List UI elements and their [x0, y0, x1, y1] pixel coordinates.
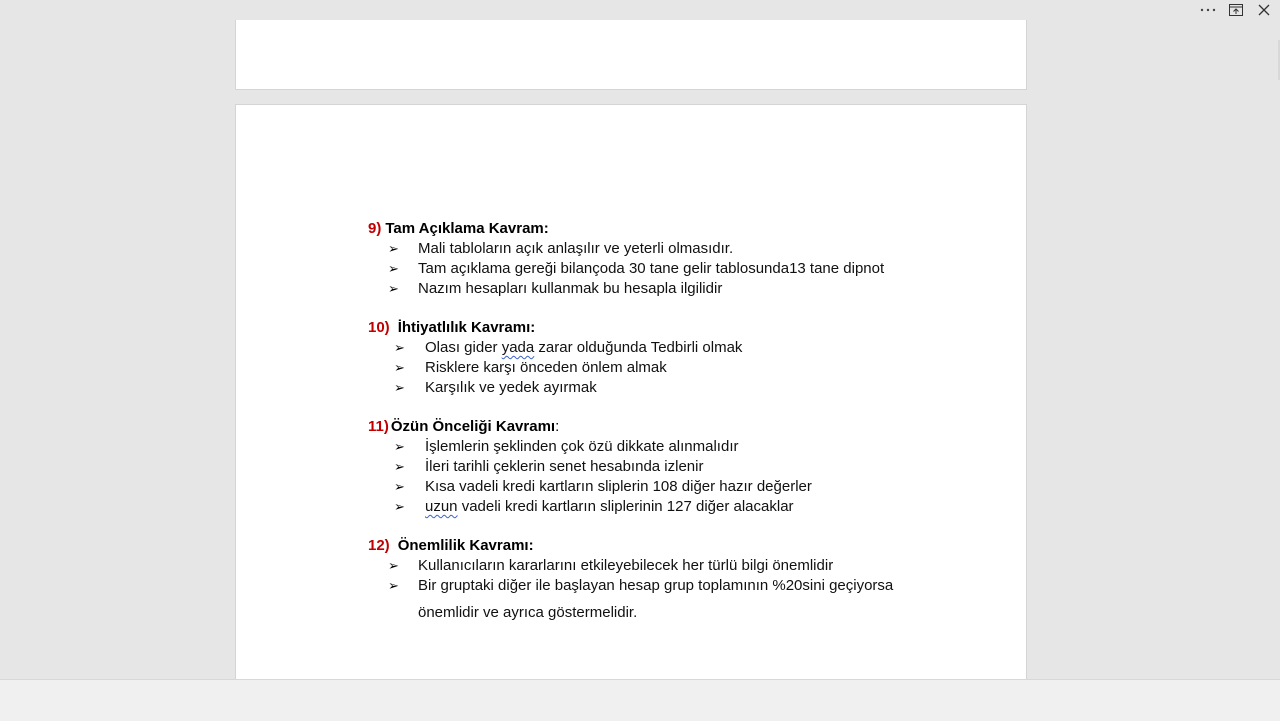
list-item [368, 497, 812, 517]
list-item-text: zarar olduğunda Tedbirli olmak [534, 339, 743, 356]
list-item-text: Kısa vadeli kredi kartların sliplerin 108 diğer hazır değerler [425, 478, 812, 495]
section-title: Önemlilik Kavramı: [397, 537, 534, 554]
list-item-text: Karşılık ve yedek ayırmak [425, 379, 597, 396]
list-item [368, 437, 812, 457]
arrow-bullet-icon: ➢ [388, 261, 399, 276]
section-heading [368, 536, 893, 556]
arrow-bullet-icon: ➢ [388, 558, 399, 573]
section-title: İhtiyatlılık Kavramı: [397, 319, 536, 336]
previous-page [235, 20, 1027, 90]
list-item-text: Kullanıcıların kararlarını etkileyebilecek her türlü bilgi önemlidir [418, 557, 834, 574]
close-icon[interactable] [1251, 0, 1277, 20]
list-item-text: İleri tarihli çeklerin senet hesabında izlenir [425, 458, 704, 475]
arrow-bullet-icon: ➢ [394, 499, 405, 514]
list-item [368, 279, 884, 299]
bullet-list [368, 556, 893, 596]
section-title-suffix: : [555, 418, 560, 435]
list-item-text: Bir gruptaki diğer ile başlayan hesap grup toplamının %20sini geçiyorsa [418, 577, 894, 594]
list-item [368, 259, 884, 279]
list-item-text: İşlemlerin şeklinden çok özü dikkate alınmalıdır [425, 438, 739, 455]
spellcheck-marked-word: yada [501, 339, 535, 356]
list-item [368, 457, 812, 477]
arrow-bullet-icon: ➢ [394, 439, 405, 454]
section [368, 536, 893, 623]
list-item [368, 477, 812, 497]
section-title: Tam Açıklama Kavram: [385, 220, 549, 237]
list-item-text: vadeli kredi kartların sliplerinin 127 diğer alacaklar [457, 498, 794, 515]
arrow-bullet-icon: ➢ [388, 281, 399, 296]
section [368, 219, 884, 299]
section [368, 318, 742, 398]
popout-icon[interactable] [1223, 0, 1249, 20]
spellcheck-marked-word: uzun [425, 498, 458, 515]
section [368, 417, 812, 517]
section-number: 12) [368, 537, 390, 554]
bullet-list [368, 338, 742, 398]
section-heading [368, 219, 884, 239]
section-heading [368, 318, 742, 338]
arrow-bullet-icon: ➢ [388, 241, 399, 256]
section-number: 10) [368, 319, 390, 336]
bullet-list [368, 239, 884, 299]
list-item [368, 358, 742, 378]
list-item [368, 239, 884, 259]
arrow-bullet-icon: ➢ [394, 340, 405, 355]
list-item-text: Risklere karşı önceden önlem almak [425, 359, 667, 376]
section-number: 9) [368, 220, 382, 237]
section-title: Özün Önceliği Kavramı [390, 418, 556, 435]
arrow-bullet-icon: ➢ [394, 459, 405, 474]
list-item-text: Tam açıklama gereği bilançoda 30 tane gelir tablosunda13 tane dipnot [418, 260, 885, 277]
list-item [368, 576, 893, 596]
list-item-text: Nazım hesapları kullanmak bu hesapla ilgilidir [418, 280, 723, 297]
status-bar [0, 679, 1280, 721]
section-number: 11) [368, 418, 389, 435]
list-item [368, 378, 742, 398]
section-heading [368, 417, 812, 437]
arrow-bullet-icon: ➢ [394, 479, 405, 494]
list-item-text: Mali tabloların açık anlaşılır ve yeterli olmasıdır. [418, 240, 734, 257]
list-item [368, 338, 742, 358]
arrow-bullet-icon: ➢ [388, 578, 399, 593]
arrow-bullet-icon: ➢ [394, 380, 405, 395]
document-page [235, 104, 1027, 680]
arrow-bullet-icon: ➢ [394, 360, 405, 375]
window-title-bar [0, 0, 1280, 20]
list-item [368, 556, 893, 576]
more-options-icon[interactable] [1195, 0, 1221, 20]
list-item-text: Olası gider [425, 339, 502, 356]
bullet-list [368, 437, 812, 517]
list-item-continuation: önemlidir ve ayrıca göstermelidir. [418, 604, 638, 621]
